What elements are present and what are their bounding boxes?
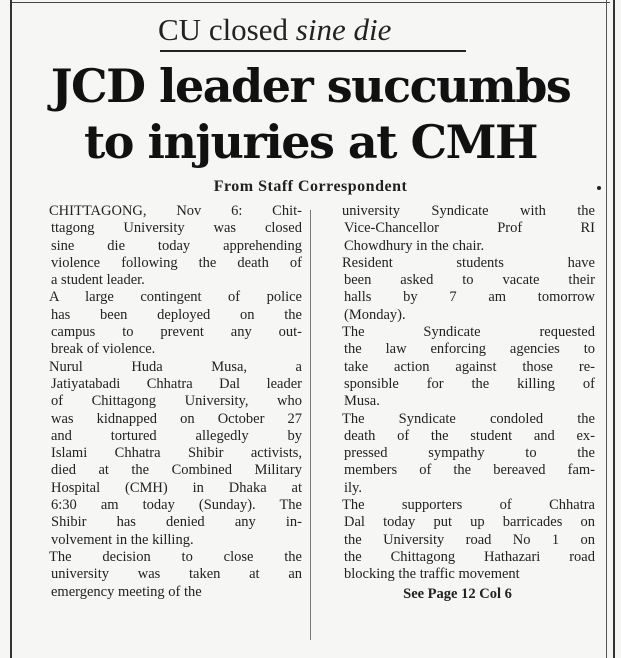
article-line: Jatiyatabadi Chhatra Dal leader — [51, 375, 302, 392]
article-line: The Syndicate condoled the — [342, 410, 595, 427]
article-paragraph — [320, 324, 595, 410]
article-line: a student leader. — [51, 272, 145, 289]
article-line: ttagong University was closed — [51, 220, 302, 237]
article-line: university Syndicate with the — [342, 203, 595, 219]
article-line: sponsible for the killing of — [344, 375, 595, 392]
article-paragraph — [320, 203, 595, 255]
article-line: ily. — [344, 479, 362, 496]
article-line: death of the student and ex- — [344, 427, 595, 444]
article-line: the University road No 1 on — [344, 531, 595, 548]
article-line: Chowdhury in the chair. — [344, 237, 485, 254]
article-line: halls by 7 am tomorrow — [344, 289, 595, 306]
article-line: Resident students have — [342, 254, 595, 271]
article-line: emergency meeting of the — [51, 583, 202, 600]
article-line: Nurul Huda Musa, a — [49, 358, 302, 375]
article-line: the Chittagong Hathazari road — [344, 548, 595, 565]
article-line: volvement in the killing. — [51, 531, 194, 548]
article-paragraph — [27, 549, 302, 601]
column-divider — [310, 210, 311, 640]
article-line: Vice-Chancellor Prof RI — [344, 220, 595, 237]
kicker-text: CU closed — [158, 12, 296, 47]
article-paragraph — [27, 203, 302, 289]
article-line: pressed sympathy to the — [344, 445, 595, 462]
article-line: Hospital (CMH) in Dhaka at — [51, 479, 302, 496]
article-line: Dal today put up barricades on — [344, 514, 595, 531]
article-line: The supporters of Chhatra — [342, 497, 595, 514]
article-paragraph — [27, 359, 302, 549]
article-paragraph — [320, 255, 595, 324]
article-line: violence following the death of — [51, 254, 302, 271]
article-column-right — [320, 203, 595, 603]
headline-line-1: JCD leader succumbs — [50, 59, 571, 113]
article-line: The decision to close the — [49, 548, 302, 565]
article-line: been asked to vacate their — [344, 272, 595, 289]
article-line: the law enforcing agencies to — [344, 341, 595, 358]
article-line: sine die today apprehending — [51, 237, 302, 254]
article-line: was kidnapped on October 27 — [51, 410, 302, 427]
article-line: A large contingent of police — [49, 289, 302, 306]
headline-line-2: to injuries at CMH — [84, 115, 537, 169]
article-line: university was taken at an — [51, 566, 302, 583]
print-speck — [597, 186, 601, 190]
top-rule — [10, 2, 610, 3]
article-column-left — [27, 203, 302, 601]
article-paragraph — [320, 497, 595, 583]
article-line: blocking the traffic movement — [344, 566, 520, 583]
article-line: members of the bereaved fam- — [344, 462, 595, 479]
article-line: 6:30 am today (Sunday). The — [51, 497, 302, 514]
article-line: take action against those re- — [344, 358, 595, 375]
main-headline — [0, 58, 621, 170]
article-line: (Monday). — [344, 306, 406, 323]
article-line: Shibir has denied any in- — [51, 514, 302, 531]
article-line: CHITTAGONG, Nov 6: Chit- — [49, 203, 302, 219]
article-line: and tortured allegedly by — [51, 427, 302, 444]
article-line: The Syndicate requested — [342, 324, 595, 341]
byline: From Staff Correspondent — [213, 178, 408, 195]
article-line: break of violence. — [51, 341, 156, 358]
article-line: campus to prevent any out- — [51, 324, 302, 341]
kicker-underline — [160, 50, 466, 52]
continuation-note: See Page 12 Col 6 — [403, 585, 512, 602]
article-paragraph — [320, 411, 595, 497]
article-line: of Chittagong University, who — [51, 393, 302, 410]
kicker-italic-text: sine die — [295, 12, 392, 47]
article-line: Islami Chhatra Shibir activists, — [51, 445, 302, 462]
article-line: has been deployed on the — [51, 306, 302, 323]
article-line: Musa. — [344, 393, 380, 410]
kicker-headline — [158, 12, 478, 48]
article-paragraph — [27, 289, 302, 358]
article-line: died at the Combined Military — [51, 462, 302, 479]
